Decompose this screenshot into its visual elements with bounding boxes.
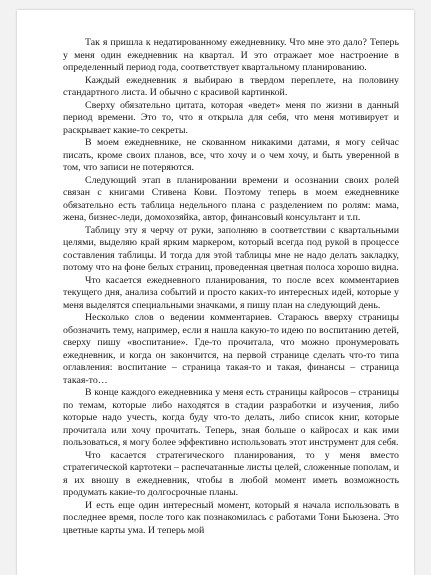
document-body [63, 37, 399, 537]
paragraph: Таблицу эту я черчу от руки, заполняю в соответствии с квартальными целями, выделяю край ярким маркером, который всегда под рукой в процессе составления таблицы. И тогда для этой таблицы мне не надо делать закладку, потому что на фоне белых страниц, проведенная цветная полоса хорошо видна. [63, 224, 399, 273]
paragraph: Так я пришла к недатированному ежедневнику. Что мне это дало? Теперь у меня один ежедневник на квартал. И это отражает мое настроение в определенный период года, соответствует квартальному планированию. [63, 37, 399, 73]
document-page [17, 10, 414, 575]
paragraph: Сверху обязательно цитата, которая «ведет» меня по жизни в данный период времени. Это то, что я открыла для себя, что меня мотивирует и раскрывает какие-то секреты. [63, 99, 399, 136]
paragraph: Что касается стратегического планирования, то у меня вместо стратегической картотеки – распечатанные листы целей, сложенные пополам, и я их вношу в ежедневник, чтобы в любой момент иметь возможность продумать какие-то долгосрочные планы. [63, 449, 399, 498]
paragraph: В моем ежедневнике, не скованном никакими датами, я могу сейчас писать, кроме своих планов, все, что хочу и о чем хочу, и быть уверенной в том, что записи не потеряются. [63, 137, 399, 173]
paragraph: Каждый ежедневник я выбираю в твердом переплете, на половину стандартного листа. И обычно с красивой картинкой. [63, 74, 399, 98]
paragraph: В конце каждого ежедневника у меня есть страницы кайросов – страницы по темам, которые либо находятся в стадии разработки и изучения, либо которые надо учесть, когда буду что-то делать, либо список книг, которые прочитала или хочу прочитать. Теперь, зная больше о кайросах и как ими пользоваться, я могу более эффективно использовать этот инструмент для себя. [63, 387, 399, 448]
paragraph: Что касается ежедневного планирования, то после всех комментариев текущего дня, анализа событий и просто каких-то интересных идей, которые у меня выделятся специальными значками, я пишу план на следующий день. [63, 274, 399, 311]
paragraph: И есть еще один интересный момент, который я начала использовать в последнее время, после того как познакомилась с работами Тони Бьюзена. Это цветные карты ума. И теперь мой [63, 499, 399, 536]
paragraph: Следующий этап в планировании времени и осознании своих ролей связан с книгами Стивена Кови. Поэтому теперь в моем ежедневнике обязательно есть таблица недельного плана с разделением по ролям: мама, жена, бизнес-леди, домохозяйка, автор, финансовый консультант и т.п. [63, 174, 399, 223]
paragraph: Несколько слов о ведении комментариев. Стараюсь вверху страницы обозначить тему, например, если я нашла какую-то идею по воспитанию детей, сверху пишу «воспитание». Где-то прочитала, что можно пронумеровать ежедневник, и когда он закончится, на первой странице сделать что-то типа оглавления: воспитание – страница такая-то и такая, финансы – страница такая-то… [63, 312, 399, 386]
